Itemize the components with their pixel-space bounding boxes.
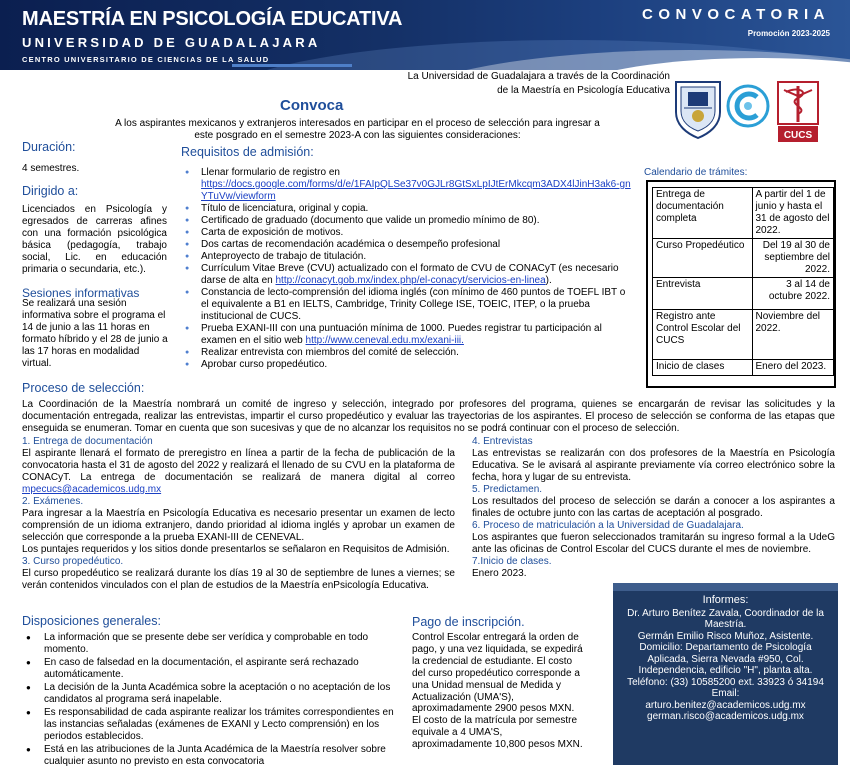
list-item: ● Realizar entrevista con miembros del comité de selección. xyxy=(181,347,633,359)
step-title: 2. Exámenes. xyxy=(22,496,84,507)
program-title: MAESTRÍA EN PSICOLOGÍA EDUCATIVA xyxy=(22,8,403,30)
cal-label: Inicio de clases xyxy=(653,360,753,376)
conacyt-link[interactable]: http://conacyt.gob.mx/index.php/el-conacyt/servicios-en-linea xyxy=(275,275,546,286)
calendario-table xyxy=(652,187,834,376)
step-text: Los aspirantes que fueron seleccionados tramitarán su ingreso formal a la UdeG ante las oficinas de Control Escolar del CUCS durante el mes de noviembre. xyxy=(472,532,835,555)
req-cvu-text: Currículum Vitae Breve (CVU) actualizado con el formato de CVU de CONACyT (es necesario darse de alta en xyxy=(201,263,619,286)
contact-address: Domicilio: Departamento de Psicología Aplicada, Sierra Nevada #950, Col. Independencia, edificio "H", planta alta. xyxy=(638,642,813,676)
ceneval-link[interactable]: http://www.ceneval.edu.mx/exani-iii. xyxy=(305,335,464,346)
email-label: Email: xyxy=(711,688,740,699)
requisitos-list xyxy=(181,167,633,371)
center-name: CENTRO UNIVERSITARIO DE CIENCIAS DE LA SALUD xyxy=(22,55,270,64)
cal-date: A partir del 1 de junio y hasta el 31 de agosto del 2022. xyxy=(752,188,834,239)
sesiones-heading: Sesiones informativas xyxy=(22,286,140,300)
call-title: CONVOCATORIA xyxy=(642,6,830,23)
convoca-heading: Convoca xyxy=(280,97,344,114)
table-row xyxy=(653,188,834,239)
step-title: 4. Entrevistas xyxy=(472,436,533,447)
cal-label: Curso Propedéutico xyxy=(653,239,753,278)
list-item: ● En caso de falsedad en la documentación, el aspirante será rechazado automáticamente. xyxy=(22,657,404,681)
list-item: ● Está en las atribuciones de la Junta Académica de la Maestría resolver sobre cualquier asunto no previsto en esta convocatoria xyxy=(22,744,404,768)
step-text: Para ingresar a la Maestría en Psicología Educativa es necesario presentar un examen de lecto comprensión de un idioma extranjero, dando prioridad al idioma inglés y aprobar un examen de selección que corresponde a la prueba EXANI-III de CENEVAL. xyxy=(22,508,455,543)
table-row xyxy=(653,310,834,360)
step-title: 7.Inicio de clases. xyxy=(472,556,552,567)
dirigido-heading: Dirigido a: xyxy=(22,184,79,198)
mpecucs-email-link[interactable]: mpecucs@academicos.udg.mx xyxy=(22,484,162,495)
step-text: El curso propedéutico se realizará durante los días 19 al 30 de septiembre de lunes a viernes; se verán contenidos vinculados con el plan de estudios de la Maestría enPsicología Educativa. xyxy=(22,568,455,591)
cal-date: Enero del 2023. xyxy=(752,360,834,376)
step-text: Los puntajes requeridos y los sitios donde presentarlos se señalaron en Requisitos de Admisión. xyxy=(22,544,450,555)
contact-assistant: Germán Emilio Risco Muñoz, Asistente. xyxy=(637,630,814,642)
list-item: ● La información que se presente debe ser verídica y comprobable en todo momento. xyxy=(22,632,404,656)
university-name: UNIVERSIDAD DE GUADALAJARA xyxy=(22,35,321,50)
c-logo-icon xyxy=(726,84,770,128)
list-item: ● La decisión de la Junta Académica sobre la aceptación o no aceptación de los candidatos al programa será inapelable. xyxy=(22,682,404,706)
header-banner xyxy=(0,0,850,70)
promotion-label: Promoción 2023-2025 xyxy=(747,29,830,38)
list-item: ● Anteproyecto de trabajo de titulación. xyxy=(181,251,633,263)
header-stripe xyxy=(232,64,352,67)
list-item: ● Certificado de graduado (documento que valide un promedio mínimo de 80). xyxy=(181,215,633,227)
contact-coordinator: Dr. Arturo Benítez Zavala, Coordinador de la Maestría. xyxy=(627,607,824,630)
form-link[interactable]: https://docs.google.com/forms/d/e/1FAIpQLSe37v0GJLr8GtSxLpIJtErMkcqm3ADX4lJinH3ak6-gnYTuVw/viewform xyxy=(201,179,631,202)
list-item: ● Título de licenciatura, original y copia. xyxy=(181,203,633,215)
cal-label: Entrega de documentación completa xyxy=(653,188,753,239)
step-title: 5. Predictamen. xyxy=(472,484,543,495)
duracion-heading: Duración: xyxy=(22,140,76,154)
requisitos-heading: Requisitos de admisión: xyxy=(181,145,314,159)
intro-line: La Universidad de Guadalajara a través de la Coordinación xyxy=(407,71,670,82)
list-item xyxy=(181,167,633,203)
email-arturo[interactable]: arturo.benitez@academicos.udg.mx xyxy=(645,699,806,711)
proceso-right-column xyxy=(472,436,835,580)
cal-label: Entrevista xyxy=(653,278,753,310)
list-item: ● Aprobar curso propedéutico. xyxy=(181,359,633,371)
step-text: Los resultados del proceso de selección se darán a conocer a los aspirantes a finales de octubre junto con las cartas de aceptación al posgrado. xyxy=(472,496,835,519)
cal-label: Registro ante Control Escolar del CUCS xyxy=(653,310,753,360)
disposiciones-heading: Disposiciones generales: xyxy=(22,614,161,628)
cucs-logo-text: CUCS xyxy=(783,130,813,141)
table-row xyxy=(653,278,834,310)
cal-date: Del 19 al 30 de septiembre del 2022. xyxy=(752,239,834,278)
step-title: 6. Proceso de matriculación a la Universidad de Guadalajara. xyxy=(472,520,744,531)
intro-line: de la Maestría en Psicología Educativa xyxy=(497,85,670,96)
list-item: ● Es responsabilidad de cada aspirante realizar los trámites correspondientes en las instancias señaladas (exámenes de EXANI y Lecto comprensión) en los periodos establecidos. xyxy=(22,707,404,743)
step-text: Las entrevistas se realizarán con dos profesores de la Maestría en Psicología Educativa. Se le avisará al aspirante previamente vía correo electrónico sobre la fecha, hora y lugar de su entrevista. xyxy=(472,448,835,483)
intro-udg xyxy=(400,70,670,98)
step1-text: El aspirante llenará el formato de preregistro en línea a partir de la fecha de publicación de la convocatoria hasta el 31 de agosto del 2022 y realizará el llenado de su CVU en la plataforma de CONACyT. La entrega de documentación se realizará de manera digital al correo xyxy=(22,448,455,483)
step-text xyxy=(22,448,455,496)
list-item xyxy=(181,263,633,287)
proceso-left-column xyxy=(22,436,455,592)
req-cvu-end: ). xyxy=(545,275,552,286)
pago-heading: Pago de inscripción. xyxy=(412,615,525,629)
pago-text: Control Escolar entregará la orden de pago, y una vez liquidada, se expedirá la credencial de estudiante. El costo del curso propedéutico corresponde a una Unidad mensual de Medida y Actualización (UMA'S), aproximadamente 2900 pesos MXN. El costo de la matrícula por semestre equivale a 4 UMA'S, aproximadamente 10,800 pesos MXN. xyxy=(412,632,583,751)
req-form-text: Llenar formulario de registro en xyxy=(201,167,340,178)
proceso-heading: Proceso de selección: xyxy=(22,381,145,395)
sesiones-text: Se realizará una sesión informativa sobre el programa el 14 de junio a las 11 horas en formato híbrido y el 28 de junio a las 17 horas en modalidad virtual. xyxy=(22,298,168,369)
informes-box xyxy=(613,583,838,765)
step-title: 3. Curso propedéutico. xyxy=(22,556,124,567)
calendario-box xyxy=(646,180,836,388)
calendario-heading: Calendario de trámites: xyxy=(644,167,748,178)
list-item xyxy=(181,323,633,347)
contact-phone: Teléfono: (33) 10585200 ext. 33923 ó 34194 xyxy=(627,676,824,688)
duracion-text: 4 semestres. xyxy=(22,163,80,174)
email-german[interactable]: german.risco@academicos.udg.mx xyxy=(647,711,804,722)
requisitos-list-wrap xyxy=(181,167,633,371)
proceso-intro: La Coordinación de la Maestría nombrará un comité de ingreso y selección, integrado por profesores del programa, quienes se encargarán de revisar las solicitudes y la documentación entregada, realizar las entrevistas, impartir el curso propedéutico y evaluar las trayectorias de los aspirantes. El proceso de selección se conforma de las etapas que enseguida se enumeran. Tomar en cuenta que son sucesivas y que de no alcanzar los requisitos no se podrá continuar con el proceso de selección. xyxy=(22,399,835,434)
req-exani-text: Prueba EXANI-III con una puntuación mínima de 1000. Puedes registrar tu participación al examen en el sitio web xyxy=(201,323,602,346)
lead-text: A los aspirantes mexicanos y extranjeros interesados en participar en el proceso de selección para ingresar a este posgrado en el semestre 2023-A con las siguientes consideraciones: xyxy=(115,118,600,141)
disposiciones-wrap xyxy=(22,632,404,769)
cal-date: Noviembre del 2022. xyxy=(752,310,834,360)
dirigido-text: Licenciados en Psicología y egresados de carreras afines con una formación psicológica básica (pedagogía, trabajo social, Lic. en educación primaria o secundaria, etc.). xyxy=(22,204,167,275)
list-item: ● Carta de exposición de motivos. xyxy=(181,227,633,239)
informes-heading: Informes: xyxy=(702,594,749,606)
list-item: ● Constancia de lecto-comprensión del idioma inglés (con mínimo de 460 puntos de TOEFL IBT o el equivalente a B1 en IELTS, Cambridge, Trinity College ISE, TOEIC, ITEP, o la prueba institucional de CUCS. xyxy=(181,287,633,323)
table-row xyxy=(653,239,834,278)
cal-date: 3 al 14 de octubre 2022. xyxy=(752,278,834,310)
step-text: Enero 2023. xyxy=(472,568,527,579)
cucs-logo-icon xyxy=(776,80,820,144)
list-item: ● Dos cartas de recomendación académica o desempeño profesional xyxy=(181,239,633,251)
disposiciones-list xyxy=(22,632,404,768)
table-row xyxy=(653,360,834,376)
step-title: 1. Entrega de documentación xyxy=(22,436,153,447)
udg-seal-icon xyxy=(672,78,724,140)
